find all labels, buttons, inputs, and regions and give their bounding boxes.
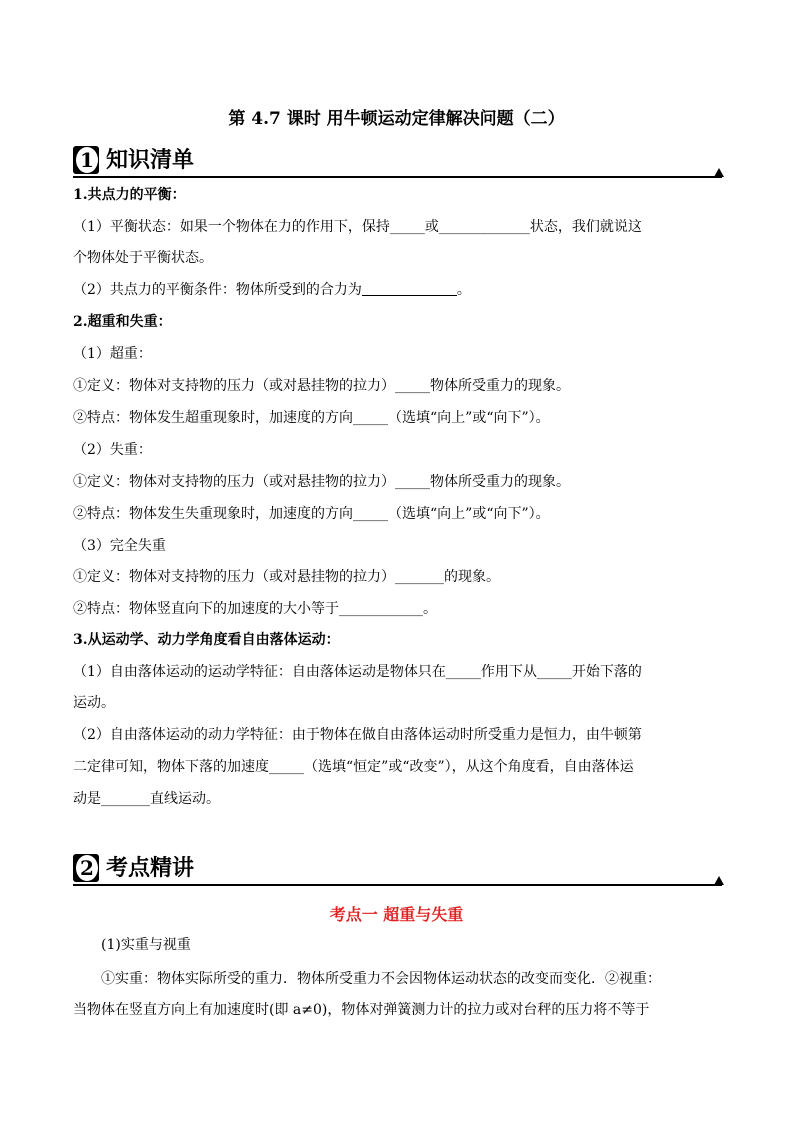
text-line: ②特点：物体发生失重现象时，加速度的方向_____（选填“向上”或“向下”）。 [73, 506, 550, 522]
triangle-icon [714, 876, 724, 885]
section-number-badge [73, 146, 99, 174]
text-line: 动是_______直线运动。 [73, 791, 220, 807]
text-line: 运动。 [73, 695, 115, 711]
text-line: ②特点：物体发生超重现象时，加速度的方向_____（选填“向上”或“向下”）。 [73, 410, 550, 426]
text-line: （1）自由落体运动的运动学特征：自由落体运动是物体只在_____作用下从_____开始下落的 [73, 664, 642, 680]
section-label: 知识清单 [106, 147, 195, 173]
text-line: ②特点：物体竖直向下的加速度的大小等于____________。 [73, 601, 437, 617]
answer-blank [362, 281, 457, 296]
text-line: ①定义：物体对支持物的压力（或对悬挂物的拉力）_____物体所受重力的现象。 [73, 474, 570, 490]
subheading: 2.超重和失重： [73, 314, 172, 330]
section-label: 考点精讲 [106, 855, 195, 881]
text-line: （1）平衡状态：如果一个物体在力的作用下，保持_____或_____________状态，我们就说这 [73, 219, 642, 235]
body-line: (1)实重与视重 [101, 937, 191, 953]
triangle-icon [714, 168, 724, 177]
section-header-key-points [73, 854, 722, 886]
page-title: 第 4.7 课时 用牛顿运动定律解决问题（二） [228, 109, 565, 129]
text-line: ①定义：物体对支持物的压力（或对悬挂物的拉力）_____物体所受重力的现象。 [73, 378, 570, 394]
section-number: 1 [76, 147, 98, 173]
section-number: 2 [76, 855, 98, 881]
body-line: 当物体在竖直方向上有加速度时(即 a≠0)，物体对弹簧测力计的拉力或对台秤的压力将不等于 [73, 1002, 650, 1018]
text-line: ①定义：物体对支持物的压力（或对悬挂物的拉力）_______的现象。 [73, 569, 500, 585]
text-line: （2）失重： [73, 442, 152, 458]
text-line: （1）超重： [73, 346, 152, 362]
text-line: 个物体处于平衡状态。 [73, 250, 213, 266]
subheading: 3.从运动学、动力学角度看自由落体运动： [73, 632, 340, 648]
text-line: 二定律可知，物体下落的加速度_____（选填“恒定”或“改变”），从这个角度看，自由落体运 [73, 759, 634, 775]
body-line: ①实重：物体实际所受的重力．物体所受重力不会因物体运动状态的改变而变化．②视重： [101, 971, 661, 987]
balance-condition-line [73, 281, 471, 299]
section-header-knowledge [73, 146, 722, 178]
text: （2）共点力的平衡条件：物体所受到的合力为 [73, 282, 362, 298]
topic-heading: 考点一 超重与失重 [329, 905, 464, 924]
subheading: 1.共点力的平衡： [73, 187, 186, 203]
section-number-badge [73, 854, 99, 882]
text: 。 [456, 282, 471, 298]
text-line: （2）自由落体运动的动力学特征：由于物体在做自由落体运动时所受重力是恒力，由牛顿第 [73, 727, 642, 743]
text-line: （3）完全失重 [73, 538, 166, 554]
